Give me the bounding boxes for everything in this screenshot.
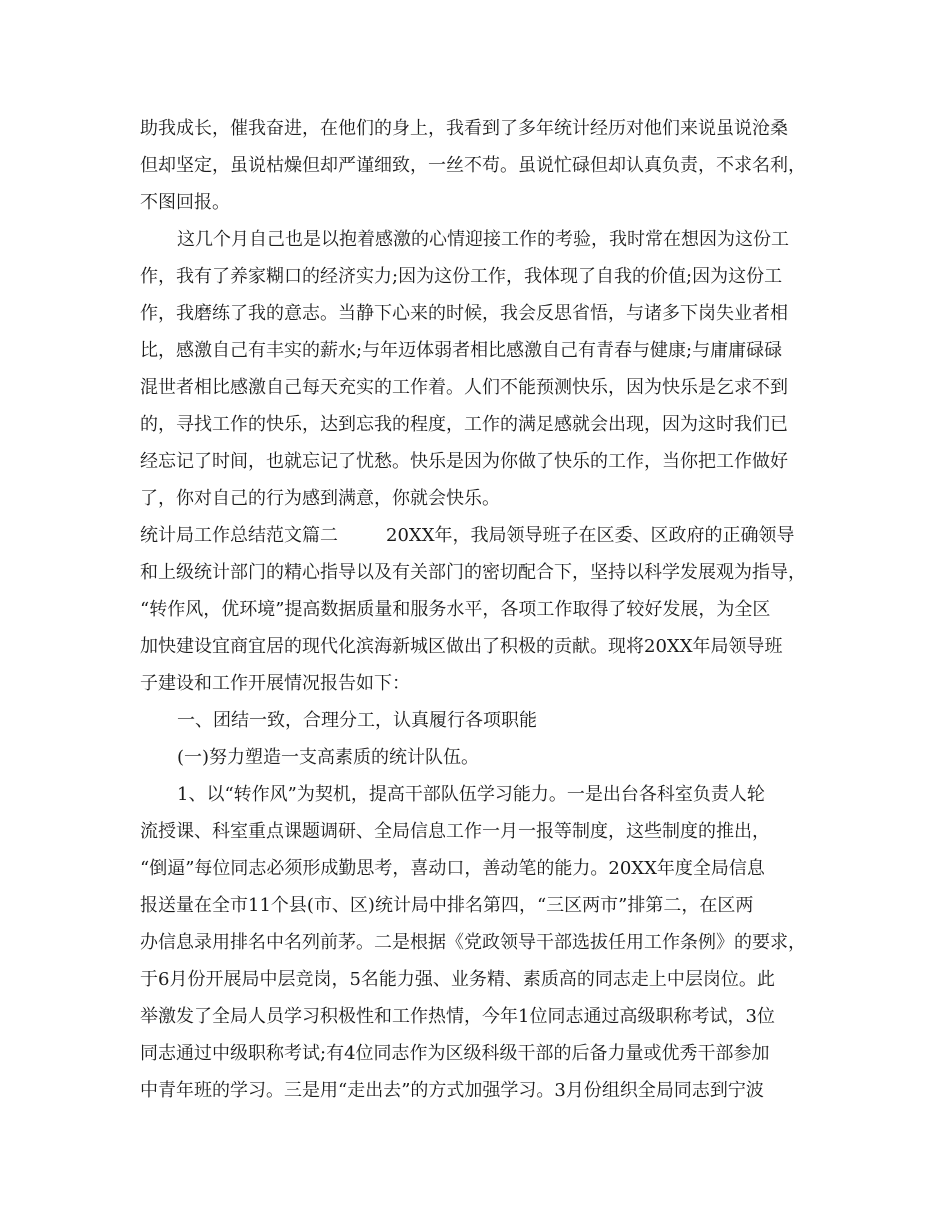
paragraph-line: 办信息录用排名中名列前茅。二是根据《党政领导干部选拔任用工作条例》的要求， — [140, 932, 806, 953]
paragraph-line: 的，寻找工作的快乐，达到忘我的程度，工作的满足感就会出现，因为这时我们已 — [140, 414, 788, 435]
paragraph-line: 于6月份开展局中层竞岗，5名能力强、业务精、素质高的同志走上中层岗位。此 — [140, 969, 775, 990]
paragraph-line: 子建设和工作开展情况报告如下： — [140, 673, 410, 694]
paragraph-line: 作，我磨练了我的意志。当静下心来的时候，我会反思省悟，与诸多下岗失业者相 — [140, 303, 788, 324]
paragraph-start: 20XX年，我局领导班子在区委、区政府的正确领导 — [386, 525, 795, 546]
paragraph-line: 混世者相比感激自己每天充实的工作着。人们不能预测快乐，因为快乐是乞求不到 — [140, 377, 788, 398]
paragraph-line: 经忘记了时间，也就忘记了忧愁。快乐是因为你做了快乐的工作，当你把工作做好 — [140, 451, 788, 472]
paragraph-line: 中青年班的学习。三是用“走出去”的方式加强学习。3月份组织全局同志到宁波 — [140, 1080, 764, 1101]
paragraph-line: 1、以“转作风”为契机，提高干部队伍学习能力。一是出台各科室负责人轮 — [177, 784, 765, 805]
paragraph-line: “倒逼”每位同志必须形成勤思考，喜动口，善动笔的能力。20XX年度全局信息 — [140, 858, 765, 879]
section-heading-line — [140, 524, 795, 548]
paragraph-line: 流授课、科室重点课题调研、全局信息工作一月一报等制度，这些制度的推出， — [140, 821, 770, 842]
paragraph-line: 但却坚定，虽说枯燥但却严谨细致，一丝不苟。虽说忙碌但却认真负责，不求名利， — [140, 155, 806, 176]
paragraph-line: 作，我有了养家糊口的经济实力;因为这份工作，我体现了自我的价值;因为这份工 — [140, 266, 783, 287]
paragraph-line: 比，感激自己有丰实的薪水;与年迈体弱者相比感激自己有青春与健康;与庸庸碌碌 — [140, 340, 783, 361]
paragraph-line: 加快建设宜商宜居的现代化滨海新城区做出了积极的贡献。现将20XX年局领导班 — [140, 636, 783, 657]
paragraph-line: “转作风，优环境”提高数据质量和服务水平，各项工作取得了较好发展，为全区 — [140, 599, 771, 620]
paragraph-line: 举激发了全局人员学习积极性和工作热情，今年1位同志通过高级职称考试，3位 — [140, 1006, 775, 1027]
paragraph-line: 助我成长，催我奋进，在他们的身上，我看到了多年统计经历对他们来说虽说沧桑 — [140, 118, 788, 139]
paragraph-line: 同志通过中级职称考试;有4位同志作为区级科级干部的后备力量或优秀干部参加 — [140, 1043, 770, 1064]
paragraph-line: 这几个月自己也是以抱着感激的心情迎接工作的考验，我时常在想因为这份工 — [177, 229, 789, 250]
paragraph-line: 报送量在全市11个县(市、区)统计局中排名第四，“三区两市”排第二，在区两 — [140, 895, 754, 916]
section-heading: 统计局工作总结范文篇二 — [140, 525, 338, 546]
paragraph-line: 了，你对自己的行为感到满意，你就会快乐。 — [140, 488, 500, 509]
subheading: 一、团结一致，合理分工，认真履行各项职能 — [177, 710, 537, 731]
paragraph-line: 和上级统计部门的精心指导以及有关部门的密切配合下，坚持以科学发展观为指导， — [140, 562, 806, 583]
subheading: (一)努力塑造一支高素质的统计队伍。 — [177, 747, 480, 768]
paragraph-line: 不图回报。 — [140, 192, 230, 213]
